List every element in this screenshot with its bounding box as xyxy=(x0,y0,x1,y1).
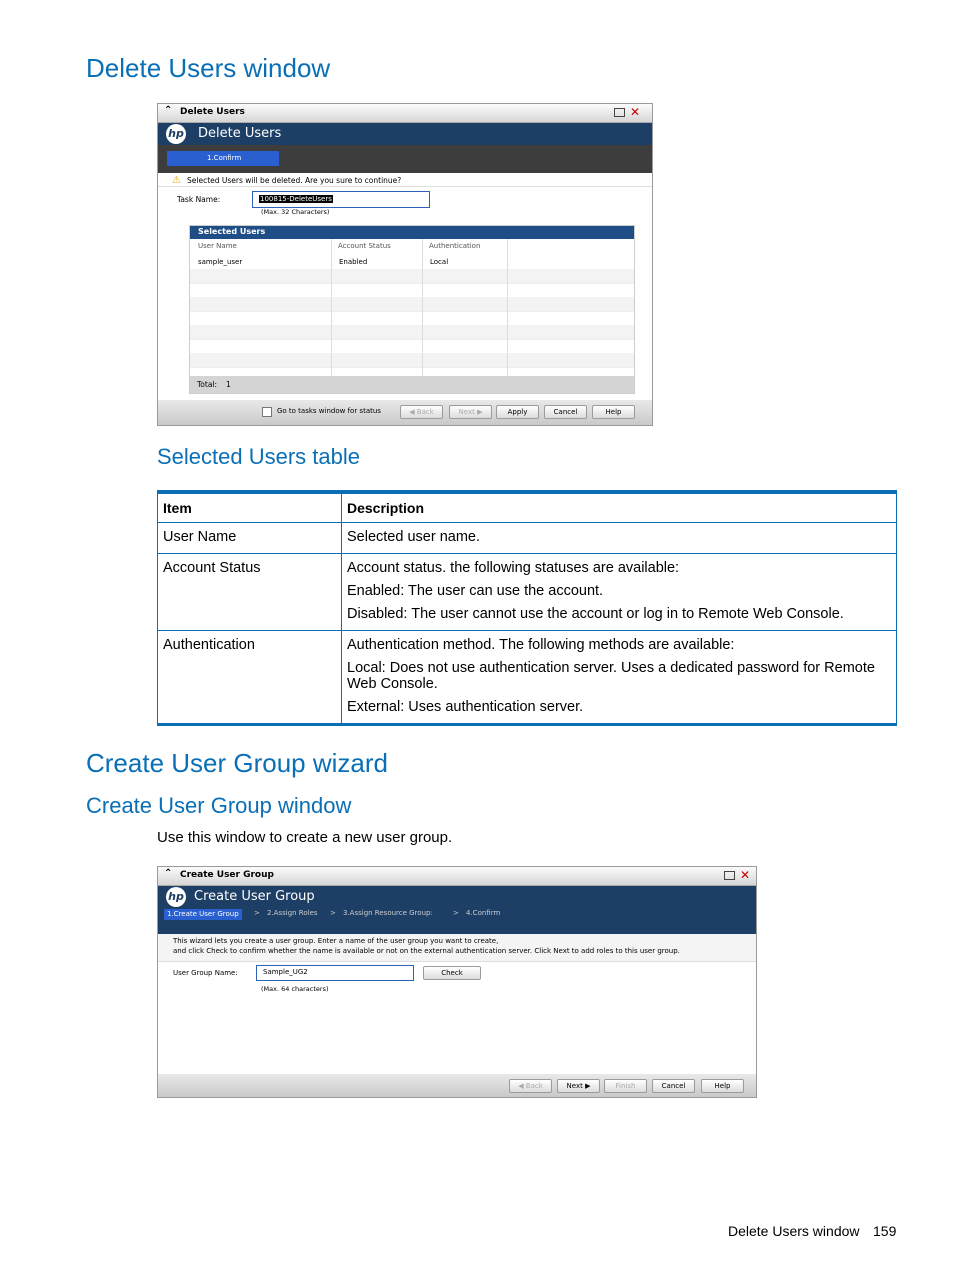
group-name-hint: (Max. 64 characters) xyxy=(261,985,329,993)
window-titlebar xyxy=(158,867,756,886)
item-cell: Account Status xyxy=(158,554,342,631)
create-user-group-screenshot xyxy=(157,866,757,1098)
empty-row xyxy=(190,269,634,284)
heading-selected-users-table: Selected Users table xyxy=(157,444,360,469)
step-separator: > xyxy=(453,909,459,917)
help-button[interactable]: Help xyxy=(701,1079,744,1093)
empty-row xyxy=(190,297,634,312)
table-row[interactable] xyxy=(190,255,634,270)
table-row xyxy=(158,554,897,631)
divider xyxy=(158,186,652,187)
table-row xyxy=(158,523,897,554)
cell-authentication: Local xyxy=(430,258,449,266)
next-button[interactable]: Next ▶ xyxy=(449,405,492,419)
selected-users-grid-title xyxy=(190,226,634,239)
task-name-label: Task Name: xyxy=(177,195,221,204)
empty-row xyxy=(190,311,634,326)
col-account-status-label: Account Status xyxy=(338,242,391,250)
col-divider xyxy=(422,239,423,383)
total-bar xyxy=(190,376,634,393)
description-line: Local: Does not use authentication server. Uses a dedicated password for Remote Web Console. xyxy=(347,660,875,692)
collapse-icon[interactable]: ⌃ xyxy=(164,868,173,879)
total-label: Total: xyxy=(197,380,218,389)
cell-user-name: sample_user xyxy=(198,258,243,266)
description-line: Enabled: The user can use the account. xyxy=(347,583,604,599)
col-divider xyxy=(331,239,332,383)
description-line: Account status. the following statuses are available: xyxy=(347,560,680,576)
page-number: 159 xyxy=(873,1223,897,1239)
hp-logo-icon: hp xyxy=(166,124,186,144)
button-bar xyxy=(158,400,652,425)
empty-row xyxy=(190,339,634,354)
collapse-icon[interactable]: ⌃ xyxy=(164,105,173,116)
task-name-value: 100815-DeleteUsers xyxy=(260,195,332,203)
col-user-name[interactable] xyxy=(190,239,332,254)
warning-icon: ⚠ xyxy=(172,175,181,186)
step-confirm: 1.Confirm xyxy=(167,151,279,166)
header-title: Delete Users xyxy=(198,126,282,141)
selected-users-grid xyxy=(189,225,635,394)
group-name-input[interactable] xyxy=(256,965,414,981)
empty-row xyxy=(190,353,634,368)
header-item: Item xyxy=(158,492,342,523)
selected-users-description-table xyxy=(157,490,897,726)
description-line: External: Uses authentication server. xyxy=(347,699,584,715)
cancel-button[interactable]: Cancel xyxy=(544,405,587,419)
window-title: Delete Users xyxy=(180,107,245,117)
heading-delete-users-window: Delete Users window xyxy=(86,53,331,83)
back-button[interactable]: ◀ Back xyxy=(509,1079,552,1093)
window-title: Create User Group xyxy=(180,870,274,880)
window-header xyxy=(158,123,652,145)
button-bar xyxy=(158,1074,756,1097)
go-to-tasks-label: Go to tasks window for status xyxy=(277,407,381,415)
description-line: Selected user name. xyxy=(347,529,480,545)
group-name-value: Sample_UG2 xyxy=(263,968,308,976)
col-authentication[interactable] xyxy=(422,239,508,254)
window-content xyxy=(158,934,756,1074)
warning-text: Selected Users will be deleted. Are you sure to continue? xyxy=(187,176,402,185)
header-title: Create User Group xyxy=(194,889,315,904)
description-cell xyxy=(342,554,897,631)
step-create-user-group: 1.Create User Group xyxy=(164,909,242,920)
description-cell xyxy=(342,523,897,554)
step-separator: > xyxy=(330,909,336,917)
description-line: Disabled: The user cannot use the account or log in to Remote Web Console. xyxy=(347,606,844,622)
wizard-steps xyxy=(158,145,652,173)
task-name-hint: (Max. 32 Characters) xyxy=(261,208,330,216)
cancel-button[interactable]: Cancel xyxy=(652,1079,695,1093)
create-group-intro: Use this window to create a new user group. xyxy=(157,829,453,846)
close-icon[interactable]: ✕ xyxy=(740,868,751,882)
header-description: Description xyxy=(342,492,897,523)
close-icon[interactable]: ✕ xyxy=(630,105,641,119)
empty-row xyxy=(190,283,634,298)
delete-users-screenshot xyxy=(157,103,653,426)
check-button[interactable]: Check xyxy=(423,966,481,980)
task-name-input[interactable] xyxy=(252,191,430,208)
help-button[interactable]: Help xyxy=(592,405,635,419)
empty-row xyxy=(190,325,634,340)
hp-logo-icon: hp xyxy=(166,887,186,907)
window-content xyxy=(158,173,652,400)
col-divider xyxy=(507,239,508,383)
description-cell xyxy=(342,631,897,725)
col-account-status[interactable] xyxy=(331,239,423,254)
group-name-label: User Group Name: xyxy=(173,969,238,977)
maximize-icon[interactable] xyxy=(724,871,735,880)
table-row xyxy=(158,631,897,725)
total-value: 1 xyxy=(226,380,231,389)
item-cell: User Name xyxy=(158,523,342,554)
grid-title-text: Selected Users xyxy=(198,227,266,236)
intro-line-2: and click Check to confirm whether the name is available or not on the external authentication server. Click Next to add roles to this user group. xyxy=(173,947,680,955)
col-authentication-label: Authentication xyxy=(429,242,481,250)
heading-create-user-group-window: Create User Group window xyxy=(86,793,352,818)
back-button[interactable]: ◀ Back xyxy=(400,405,443,419)
window-titlebar xyxy=(158,104,652,123)
step-confirm: 4.Confirm xyxy=(466,909,501,917)
step-assign-roles: 2.Assign Roles xyxy=(267,909,318,917)
next-button[interactable]: Next ▶ xyxy=(557,1079,600,1093)
go-to-tasks-checkbox[interactable] xyxy=(262,407,272,417)
description-line: Authentication method. The following methods are available: xyxy=(347,637,735,653)
window-header xyxy=(158,886,756,934)
table-header-row xyxy=(158,492,897,523)
intro-panel xyxy=(158,934,756,962)
maximize-icon[interactable] xyxy=(614,108,625,117)
apply-button[interactable]: Apply xyxy=(496,405,539,419)
finish-button[interactable]: Finish xyxy=(604,1079,647,1093)
heading-create-user-group-wizard: Create User Group wizard xyxy=(86,748,388,778)
step-assign-resource-group: 3.Assign Resource Group: xyxy=(343,909,433,917)
step-separator: > xyxy=(254,909,260,917)
intro-line-1: This wizard lets you create a user group. Enter a name of the user group you want to create, xyxy=(173,937,499,945)
item-cell: Authentication xyxy=(158,631,342,725)
col-user-name-label: User Name xyxy=(198,242,237,250)
cell-account-status: Enabled xyxy=(339,258,368,266)
footer-section: Delete Users window xyxy=(728,1223,860,1239)
